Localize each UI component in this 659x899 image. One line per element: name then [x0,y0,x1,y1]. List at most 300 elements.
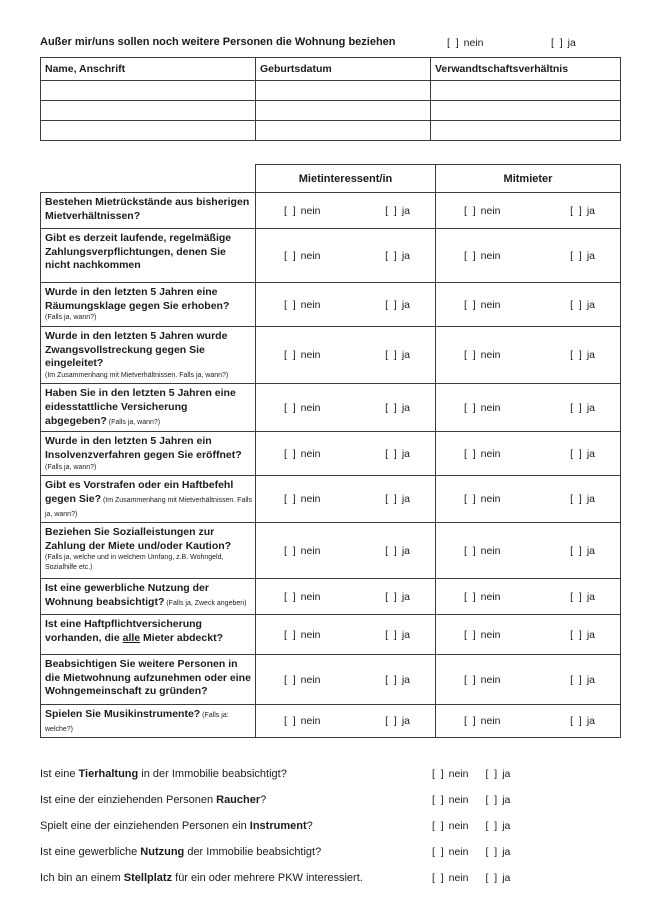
mietinteressent-q5-ja-group [385,402,410,414]
checkbox-row [436,299,620,311]
mitmieter-q3-nein-group [464,299,501,311]
mietinteressent-q4-ja-label: ja [401,349,410,362]
bottom-answer [432,768,510,780]
question-text-cell [41,615,256,655]
text-segment: ? [260,794,267,807]
mietinteressent-answer-cell [256,384,436,432]
mietinteressent-q10-nein-group [284,629,321,641]
mitmieter-q5-ja-group [570,402,595,414]
persons-header-row [41,58,621,81]
question-text: Wurde in den letzten 5 Jahren eine Räumungsklage gegen Sie erhoben? [45,286,230,312]
checkbox-row [256,299,435,311]
mietinteressent-answer-cell [256,476,436,523]
text-segment: Ist eine gewerbliche [40,846,141,859]
person-input-cell-geburtsdatum[interactable] [256,121,431,141]
question-text: Haben Sie in den letzten 5 Jahren eine eidesstattliche Versicherung abgegeben? [45,387,236,427]
bottom-q4-ja-group [486,846,511,858]
person-input-cell-verwandtschaft[interactable] [431,121,621,141]
mietinteressent-q5-ja-label: ja [401,401,410,414]
intro-ja-checkbox[interactable]: [ ] [551,37,563,49]
mitmieter-q2-nein-group [464,250,501,262]
question-row [41,615,621,655]
question-note: (Im Zusammenhang mit Mietverhältnissen. Falls ja, wann?) [45,497,252,518]
mietinteressent-q10-nein-checkbox[interactable]: [ ] [284,628,296,641]
mitmieter-q12-nein-label: nein [480,715,501,728]
mitmieter-q5-ja-checkbox[interactable]: [ ] [570,401,582,414]
bottom-q5-nein-label: nein [448,872,469,885]
checkbox-row [256,591,435,603]
mitmieter-q8-ja-checkbox[interactable]: [ ] [570,544,582,557]
mietinteressent-q2-nein-label: nein [300,249,321,262]
bottom-q3-ja-group [486,820,511,832]
bold-term: Tierhaltung [78,768,139,781]
mitmieter-q10-ja-checkbox[interactable]: [ ] [570,628,582,641]
mitmieter-q1-ja-group [570,205,595,217]
mitmieter-q10-nein-checkbox[interactable]: [ ] [464,628,476,641]
mietinteressent-q6-nein-group [284,448,321,460]
mitmieter-q6-ja-label: ja [586,447,595,460]
person-input-cell-geburtsdatum[interactable] [256,101,431,121]
person-input-cell-verwandtschaft[interactable] [431,101,621,121]
mietinteressent-q9-ja-checkbox[interactable]: [ ] [385,590,397,603]
mitmieter-q3-ja-group [570,299,595,311]
mietinteressent-q5-nein-checkbox[interactable]: [ ] [284,401,296,414]
intro-ja-label: ja [567,37,576,49]
person-input-cell-name-anschrift[interactable] [41,81,256,101]
header-spacer-cell [41,165,256,193]
mietinteressent-q5-nein-group [284,402,321,414]
mietinteressent-q1-ja-group [385,205,410,217]
mietinteressent-q3-nein-group [284,299,321,311]
question-row [41,432,621,476]
intro-nein-group [447,37,484,49]
question-note: (Falls ja, Zweck angeben) [164,599,247,607]
bottom-question-row [40,868,620,894]
bottom-question-text [40,794,266,806]
mietinteressent-q10-nein-label: nein [300,628,321,641]
checkbox-row [436,674,620,686]
mietinteressent-q8-nein-group [284,545,321,557]
bottom-q2-nein-checkbox[interactable]: [ ] [432,794,444,807]
mitmieter-q4-ja-checkbox[interactable]: [ ] [570,349,582,362]
bottom-q5-ja-label: ja [502,872,511,885]
mitmieter-q11-ja-label: ja [586,673,595,686]
mietinteressent-q1-nein-label: nein [300,204,321,217]
text-segment: Ist eine der einziehenden Personen [40,794,217,807]
mietinteressent-q12-ja-label: ja [401,715,410,728]
col-header-mietinteressent: Mietinteressent/in [256,165,436,193]
checkbox-row [436,349,620,361]
mietinteressent-q7-nein-group [284,493,321,505]
mietinteressent-q9-nein-checkbox[interactable]: [ ] [284,590,296,603]
question-text-cell [41,283,256,327]
mitmieter-q1-nein-checkbox[interactable]: [ ] [464,204,476,217]
mitmieter-q4-ja-group [570,349,595,361]
mietinteressent-q3-ja-checkbox[interactable]: [ ] [385,298,397,311]
mietinteressent-q4-ja-checkbox[interactable]: [ ] [385,349,397,362]
mitmieter-answer-cell [436,476,621,523]
bottom-q3-nein-checkbox[interactable]: [ ] [432,820,444,833]
general-questions-section [40,764,620,894]
question-text: Spielen Sie Musikinstrumente? [45,708,201,721]
mitmieter-q4-nein-checkbox[interactable]: [ ] [464,349,476,362]
questions-header-row [41,165,621,193]
mitmieter-q7-ja-label: ja [586,493,595,506]
question-text-cell [41,523,256,579]
mietinteressent-q6-ja-checkbox[interactable]: [ ] [385,447,397,460]
mietinteressent-q3-ja-group [385,299,410,311]
mietinteressent-q6-nein-checkbox[interactable]: [ ] [284,447,296,460]
checkbox-row [256,493,435,505]
mietinteressent-q4-nein-group [284,349,321,361]
mitmieter-q1-ja-label: ja [586,204,595,217]
intro-nein-label: nein [463,37,484,49]
mietinteressent-q2-ja-checkbox[interactable]: [ ] [385,249,397,262]
question-note: (Falls ja, wann?) [45,463,97,471]
mitmieter-q11-nein-checkbox[interactable]: [ ] [464,673,476,686]
question-row [41,579,621,615]
mietinteressent-answer-cell [256,193,436,229]
mietinteressent-q11-nein-checkbox[interactable]: [ ] [284,673,296,686]
mitmieter-q1-nein-group [464,205,501,217]
mietinteressent-q12-nein-label: nein [300,715,321,728]
persons-header-relationship: Verwandtschaftsverhältnis [431,58,621,81]
mietinteressent-q2-nein-checkbox[interactable]: [ ] [284,249,296,262]
mietinteressent-q11-nein-label: nein [300,673,321,686]
question-text: Beziehen Sie Sozialleistungen zur Zahlung der Miete und/oder Kaution? [45,526,232,552]
mitmieter-q6-ja-group [570,448,595,460]
question-text: Ist eine gewerbliche Nutzung der Wohnung beabsichtigt? [45,582,209,608]
mitmieter-q5-nein-checkbox[interactable]: [ ] [464,401,476,414]
mietinteressent-q9-nein-group [284,591,321,603]
question-row [41,476,621,523]
mietinteressent-q7-nein-checkbox[interactable]: [ ] [284,493,296,506]
mitmieter-q3-nein-checkbox[interactable]: [ ] [464,298,476,311]
mitmieter-q2-nein-label: nein [480,249,501,262]
person-row [41,81,621,101]
mitmieter-answer-cell [436,327,621,384]
bottom-answer [432,872,510,884]
mietinteressent-q12-nein-checkbox[interactable]: [ ] [284,715,296,728]
mitmieter-q4-nein-group [464,349,501,361]
bottom-q4-nein-checkbox[interactable]: [ ] [432,846,444,859]
mitmieter-q2-ja-checkbox[interactable]: [ ] [570,249,582,262]
mitmieter-answer-cell [436,523,621,579]
mietinteressent-q12-nein-group [284,715,321,727]
mietinteressent-q9-ja-label: ja [401,590,410,603]
question-text-cell [41,655,256,705]
question-note: (Falls ja, welche und in welchem Umfang, z.B. Wohngeld, Sozialhilfe etc.) [45,554,224,571]
text-segment: für ein oder mehrere PKW interessiert. [172,872,363,885]
bottom-q4-nein-group [432,846,469,858]
bottom-answer [432,820,510,832]
question-text-cell [41,476,256,523]
mitmieter-answer-cell [436,655,621,705]
mitmieter-answer-cell [436,384,621,432]
mitmieter-answer-cell [436,229,621,283]
question-text: Gibt es Vorstrafen oder ein Haftbefehl gegen Sie? [45,479,234,505]
checkbox-row [256,250,435,262]
mitmieter-q5-ja-label: ja [586,401,595,414]
question-note: (Falls ja: welche?) [45,712,229,733]
text-segment: Ist eine [40,768,79,781]
bottom-q1-nein-group [432,768,469,780]
mitmieter-q5-nein-label: nein [480,401,501,414]
question-text: Wurde in den letzten 5 Jahren ein Insolvenzverfahren gegen Sie eröffnet? [45,435,242,461]
mitmieter-q10-nein-label: nein [480,628,501,641]
question-text: Gibt es derzeit laufende, regelmäßige Zahlungsverpflichtungen, denen Sie nicht nachkommen [45,232,232,272]
question-text: Bestehen Mietrückstände aus bisherigen Mietverhältnissen? [45,196,250,222]
mitmieter-q12-ja-group [570,715,595,727]
person-input-cell-verwandtschaft[interactable] [431,81,621,101]
mitmieter-q2-nein-checkbox[interactable]: [ ] [464,249,476,262]
mietinteressent-q1-ja-label: ja [401,204,410,217]
mitmieter-q5-nein-group [464,402,501,414]
mietinteressent-q1-ja-checkbox[interactable]: [ ] [385,204,397,217]
checkbox-row [436,205,620,217]
mitmieter-q8-ja-label: ja [586,544,595,557]
mietinteressent-q10-ja-label: ja [401,628,410,641]
additional-persons-table [40,57,621,141]
question-row [41,229,621,283]
intro-ja-group [551,37,576,49]
additional-persons-statement-row [40,36,620,57]
mietinteressent-answer-cell [256,283,436,327]
mietinteressent-answer-cell [256,229,436,283]
bottom-q1-nein-checkbox[interactable]: [ ] [432,768,444,781]
mitmieter-q3-nein-label: nein [480,298,501,311]
bottom-q4-ja-checkbox[interactable]: [ ] [485,846,498,859]
mietinteressent-q4-nein-label: nein [300,349,321,362]
underlined-word: alle [122,631,141,644]
bottom-q1-ja-label: ja [502,768,511,781]
persons-header-name: Name, Anschrift [41,58,256,81]
bottom-q5-nein-checkbox[interactable]: [ ] [432,872,444,885]
mitmieter-q6-ja-checkbox[interactable]: [ ] [570,447,582,460]
question-text-cell [41,579,256,615]
question-text: Beabsichtigen Sie weitere Personen in die Mietwohnung aufzunehmen oder eine Wohngemeinschaft zu gründen? [45,658,251,698]
mitmieter-q12-nein-checkbox[interactable]: [ ] [464,715,476,728]
checkbox-row [256,674,435,686]
mitmieter-q11-ja-checkbox[interactable]: [ ] [570,673,582,686]
bottom-q1-ja-checkbox[interactable]: [ ] [485,768,498,781]
question-row [41,283,621,327]
mitmieter-q1-ja-checkbox[interactable]: [ ] [570,204,582,217]
question-row [41,384,621,432]
questions-table [40,164,621,738]
mitmieter-q9-ja-group [570,591,595,603]
mietinteressent-answer-cell [256,615,436,655]
question-note: (Falls ja, wann?) [45,314,97,322]
mitmieter-q7-ja-checkbox[interactable]: [ ] [570,493,582,506]
person-row [41,121,621,141]
col-header-mitmieter: Mitmieter [436,165,621,193]
mietinteressent-q7-nein-label: nein [300,493,321,506]
mietinteressent-q8-ja-group [385,545,410,557]
mietinteressent-q12-ja-checkbox[interactable]: [ ] [385,715,397,728]
mietinteressent-answer-cell [256,327,436,384]
mitmieter-q9-nein-checkbox[interactable]: [ ] [464,590,476,603]
mitmieter-q10-nein-group [464,629,501,641]
mietinteressent-q3-ja-label: ja [401,298,410,311]
question-text-cell [41,705,256,738]
mietinteressent-q11-ja-group [385,674,410,686]
question-note: (Im Zusammenhang mit Mietverhältnissen. Falls ja, wann?) [45,371,229,379]
mitmieter-q6-nein-checkbox[interactable]: [ ] [464,447,476,460]
mitmieter-q8-nein-group [464,545,501,557]
checkbox-row [436,493,620,505]
mitmieter-q9-ja-label: ja [586,590,595,603]
checkbox-row [436,402,620,414]
bottom-q5-ja-group [486,872,511,884]
person-row [41,101,621,121]
question-row [41,523,621,579]
mitmieter-q10-ja-label: ja [586,628,595,641]
question-text-cell [41,432,256,476]
mitmieter-q3-ja-checkbox[interactable]: [ ] [570,298,582,311]
mitmieter-q12-ja-checkbox[interactable]: [ ] [570,715,582,728]
mitmieter-q4-nein-label: nein [480,349,501,362]
bottom-q2-nein-group [432,794,469,806]
mitmieter-q7-ja-group [570,493,595,505]
mietinteressent-answer-cell [256,432,436,476]
question-text-cell [41,327,256,384]
mietinteressent-q11-ja-checkbox[interactable]: [ ] [385,673,397,686]
mietinteressent-q5-nein-label: nein [300,401,321,414]
question-text-cell [41,384,256,432]
bottom-question-text [40,768,287,780]
bottom-q4-ja-label: ja [502,846,511,859]
mitmieter-q9-nein-group [464,591,501,603]
mietinteressent-q2-nein-group [284,250,321,262]
text-segment: Spielt eine der einziehenden Personen ein [40,820,250,833]
bottom-q2-ja-label: ja [502,794,511,807]
bottom-question-row [40,790,620,816]
question-text: Wurde in den letzten 5 Jahren wurde Zwangsvollstreckung gegen Sie eingeleitet? [45,330,228,370]
mietinteressent-q6-ja-label: ja [401,447,410,460]
bottom-q2-nein-label: nein [448,794,469,807]
checkbox-row [436,591,620,603]
mitmieter-q12-ja-label: ja [586,715,595,728]
bold-term: Nutzung [140,846,185,859]
bottom-question-row [40,764,620,790]
mitmieter-answer-cell [436,579,621,615]
mitmieter-q6-nein-label: nein [480,447,501,460]
mietinteressent-q12-ja-group [385,715,410,727]
checkbox-row [256,448,435,460]
mietinteressent-q10-ja-checkbox[interactable]: [ ] [385,628,397,641]
person-input-cell-geburtsdatum[interactable] [256,81,431,101]
bottom-q3-ja-checkbox[interactable]: [ ] [485,820,498,833]
bottom-q5-ja-checkbox[interactable]: [ ] [485,872,498,885]
mitmieter-q8-ja-group [570,545,595,557]
mitmieter-q7-nein-label: nein [480,493,501,506]
mietinteressent-q6-ja-group [385,448,410,460]
bottom-q3-ja-label: ja [502,820,511,833]
text-segment: der Immobilie beabsichtigt? [184,846,322,859]
mietinteressent-q1-nein-checkbox[interactable]: [ ] [284,204,296,217]
persons-header-birthdate: Geburtsdatum [256,58,431,81]
bottom-q3-nein-label: nein [448,820,469,833]
mietinteressent-q8-ja-checkbox[interactable]: [ ] [385,544,397,557]
mitmieter-q7-nein-checkbox[interactable]: [ ] [464,493,476,506]
intro-nein-checkbox[interactable]: [ ] [447,37,459,49]
checkbox-row [256,205,435,217]
mietinteressent-q3-nein-label: nein [300,298,321,311]
mietinteressent-q10-ja-group [385,629,410,641]
bottom-question-row [40,816,620,842]
mietinteressent-q8-nein-checkbox[interactable]: [ ] [284,544,296,557]
checkbox-row [436,629,620,641]
bottom-question-text [40,846,321,858]
mietinteressent-q8-ja-label: ja [401,544,410,557]
bottom-q5-nein-group [432,872,469,884]
mitmieter-q11-nein-group [464,674,501,686]
mietinteressent-q1-nein-group [284,205,321,217]
mietinteressent-q6-nein-label: nein [300,447,321,460]
question-row [41,327,621,384]
mitmieter-q12-nein-group [464,715,501,727]
mietinteressent-q8-nein-label: nein [300,544,321,557]
mietinteressent-q3-nein-checkbox[interactable]: [ ] [284,298,296,311]
question-note: (Falls ja, wann?) [106,418,161,426]
checkbox-row [256,629,435,641]
checkbox-row [436,448,620,460]
question-row [41,705,621,738]
mietinteressent-q7-ja-group [385,493,410,505]
mitmieter-answer-cell [436,615,621,655]
mitmieter-q3-ja-label: ja [586,298,595,311]
mietinteressent-answer-cell [256,579,436,615]
question-row [41,193,621,229]
mietinteressent-q4-nein-checkbox[interactable]: [ ] [284,349,296,362]
mitmieter-q8-nein-label: nein [480,544,501,557]
mitmieter-q4-ja-label: ja [586,349,595,362]
bottom-q3-nein-group [432,820,469,832]
mitmieter-q9-ja-checkbox[interactable]: [ ] [570,590,582,603]
mietinteressent-q11-nein-group [284,674,321,686]
checkbox-row [256,715,435,727]
bottom-question-text [40,872,363,884]
mitmieter-q11-nein-label: nein [480,673,501,686]
person-input-cell-name-anschrift[interactable] [41,101,256,121]
text-segment: in der Immobilie beabsichtigt? [138,768,287,781]
checkbox-row [436,715,620,727]
mitmieter-q6-nein-group [464,448,501,460]
additional-persons-statement: Außer mir/uns sollen noch weitere Personen die Wohnung beziehen [40,36,396,48]
mitmieter-answer-cell [436,193,621,229]
mitmieter-q8-nein-checkbox[interactable]: [ ] [464,544,476,557]
mietinteressent-q11-ja-label: ja [401,673,410,686]
text-segment: Ich bin an einem [40,872,124,885]
mietinteressent-q2-ja-label: ja [401,249,410,262]
mitmieter-q9-nein-label: nein [480,590,501,603]
question-text-cell [41,193,256,229]
bottom-q2-ja-checkbox[interactable]: [ ] [485,794,498,807]
mietinteressent-answer-cell [256,523,436,579]
mitmieter-q7-nein-group [464,493,501,505]
mitmieter-answer-cell [436,432,621,476]
bottom-q4-nein-label: nein [448,846,469,859]
mietinteressent-q7-ja-label: ja [401,493,410,506]
mietinteressent-q9-ja-group [385,591,410,603]
person-input-cell-name-anschrift[interactable] [41,121,256,141]
mietinteressent-q7-ja-checkbox[interactable]: [ ] [385,493,397,506]
checkbox-row [256,402,435,414]
mitmieter-q2-ja-label: ja [586,249,595,262]
mietinteressent-q5-ja-checkbox[interactable]: [ ] [385,401,397,414]
bottom-q2-ja-group [486,794,511,806]
